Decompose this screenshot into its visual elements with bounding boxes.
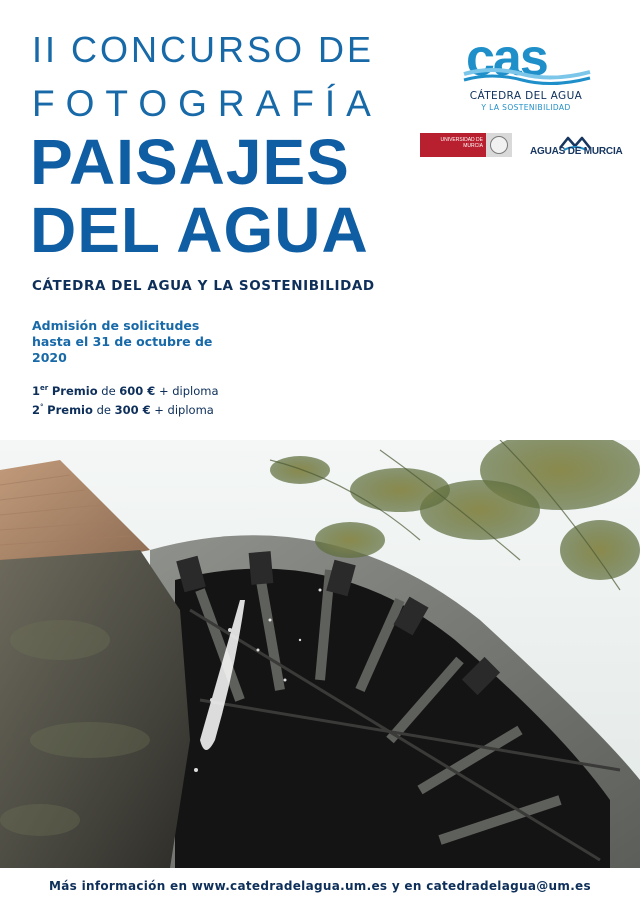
admission-line-2: hasta el 31 de octubre de	[32, 334, 213, 349]
prizes	[32, 380, 219, 418]
admission-deadline	[32, 318, 232, 366]
footer-contact: Más información en www.catedradelagua.um.es y en catedradelagua@um.es	[0, 868, 640, 904]
cas-logo-line-1: CÁTEDRA DEL AGUA	[469, 90, 583, 102]
prize-label: Premio	[47, 403, 93, 417]
universidad-murcia-logo-text	[420, 133, 486, 157]
universidad-line-2: MURCIA	[463, 143, 483, 149]
universidad-seal-icon	[486, 133, 512, 157]
subtitle: CÁTEDRA DEL AGUA Y LA SOSTENIBILIDAD	[32, 278, 375, 294]
title-line-2: FOTOGRAFÍA	[32, 83, 382, 124]
prize-second	[32, 399, 219, 418]
universidad-line-1: UNIVERSIDAD DE	[440, 137, 483, 143]
title-line-1: II CONCURSO DE	[32, 29, 375, 70]
prize-de: de	[101, 384, 116, 398]
prize-amount: 600 €	[119, 384, 156, 398]
cas-logo-wave-icon	[462, 66, 592, 86]
prize-first	[32, 380, 219, 399]
admission-line-3: 2020	[32, 350, 67, 365]
cas-logo-line-2: Y LA SOSTENIBILIDAD	[481, 103, 571, 112]
prize-ordinal-suffix: er	[40, 384, 49, 392]
prize-extra: + diploma	[154, 403, 214, 417]
prize-ordinal: 2	[32, 403, 41, 417]
universidad-murcia-logo	[420, 133, 512, 157]
cas-logo-mark: cas	[466, 29, 547, 87]
water-wheel-image	[0, 440, 640, 868]
prize-de: de	[96, 403, 111, 417]
aguas-de-murcia-logo: AGUAS DE MURCIA	[530, 146, 623, 157]
prize-ordinal-suffix: °	[40, 403, 44, 411]
water-wheel-photo	[0, 440, 640, 868]
prize-amount: 300 €	[114, 403, 151, 417]
prize-ordinal: 1	[32, 384, 41, 398]
prize-label: Premio	[51, 384, 98, 398]
admission-line-1: Admisión de solicitudes	[32, 318, 200, 333]
title-line-4: DEL AGUA	[30, 194, 369, 266]
title-line-3: PAISAJES	[30, 126, 350, 198]
prize-extra: + diploma	[158, 384, 219, 398]
